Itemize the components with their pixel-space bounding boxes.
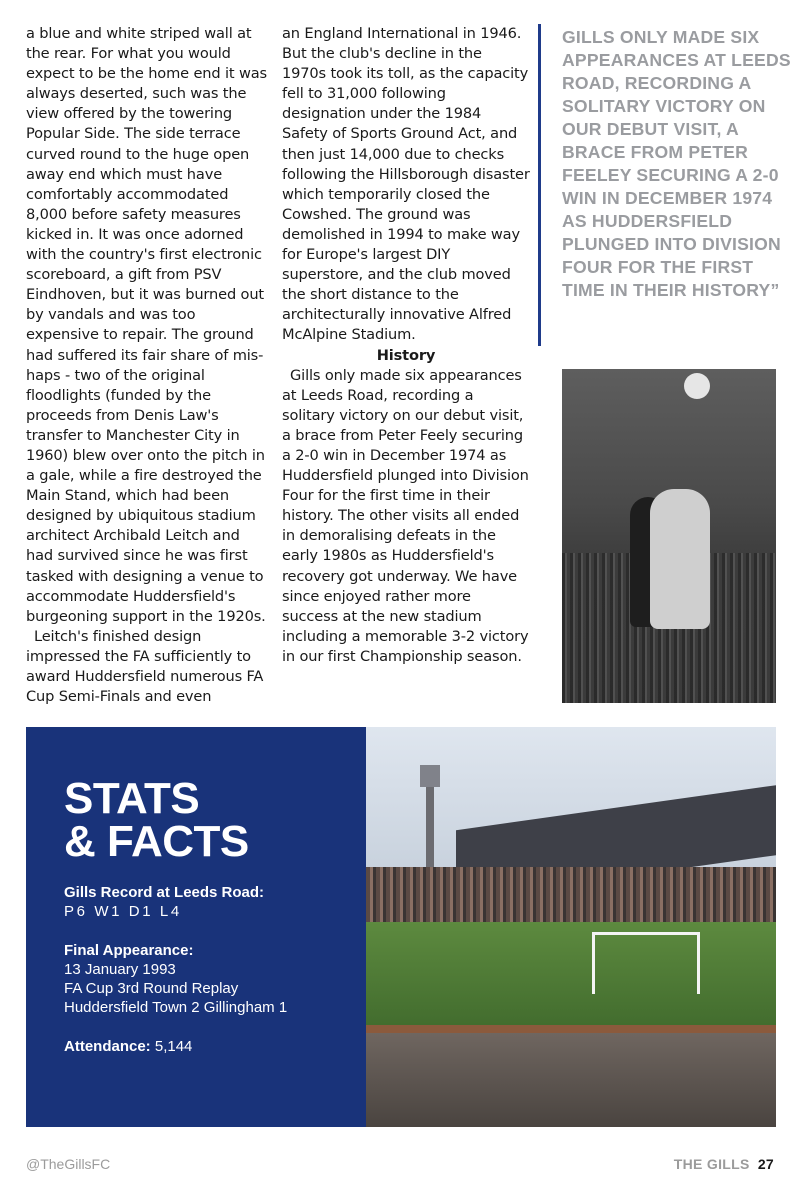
football-shape [684,373,710,399]
article-paragraph: Leitch's finished design impressed the FA sufficiently to award Huddersfield numerous FA Cup Semi-Finals and even [26,627,264,706]
attendance-value: 5,144 [154,1038,193,1055]
page-number: 27 [757,1156,774,1172]
stand-crowd-shape [366,867,776,927]
article-column-2 [282,24,530,667]
attendance-block [64,1037,328,1056]
final-appearance-competition: FA Cup 3rd Round Replay [64,980,239,997]
floodlight-head-shape [420,765,440,787]
article-paragraph: Gills only made six appearances at Leeds Road, recording a solitary victory on our debut visit, a brace from Peter Feely securing a 2-0 win in December 1974 as Huddersfield plunged into Division Four for the first time in their history. The other visits all ended in demoralising defeats in the early 1980s as Huddersfield's recovery got underway. We have since enjoyed rather more success at the new stadium including a memorable 3-2 victory in our first Championship season. [282,366,529,665]
magazine-name: THE GILLS [673,1156,750,1172]
stadium-photo [366,727,776,1127]
stats-facts-panel [26,727,366,1127]
stats-title-line: STATS [64,774,200,823]
goal-shape [592,932,700,994]
final-appearance-result: Huddersfield Town 2 Gillingham 1 [64,999,288,1016]
final-appearance-label: Final Appearance: [64,942,194,959]
section-subheading: History [376,346,436,364]
pitch-shape [366,922,776,1032]
stats-title-line: & FACTS [64,817,249,866]
article-column-1 [26,24,270,707]
final-appearance-block [64,941,328,1017]
final-appearance-date: 13 January 1993 [64,961,176,978]
record-value: P6 W1 D1 L4 [64,903,182,920]
header-match-photo [562,369,776,703]
pullquote: GILLS ONLY MADE SIX APPEARANCES AT LEEDS ROAD, RECORDING A SOLITARY VICTORY ON OUR DEBUT VISIT, A BRACE FROM PETER FEELEY SECURING A 2-0 WIN IN DECEMBER 1974 AS HUDDERSFIELD PLUNGED INTO DIVISION FOUR FOR THE FIRST TIME IN THEIR HISTORY” [562,27,791,300]
article-paragraph: a blue and white striped wall at the rear. For what you would expect to be the home end it was always deserted, such was the view offered by the towering Popular Side. The side terrace curved round to the huge open away end which must have comfortably accommodated 8,000 before safety measures kicked in. It was once adorned with the country's first electronic scoreboard, a gift from PSV Eindhoven, but it was burned out by vandals and was too expensive to repair. The ground had suffered its fair share of mis-haps - two of the original floodlights (funded by the proceeds from Denis Law's transfer to Manchester City in 1960) blew over onto the pitch in a gale, while a fire destroyed the Main Stand, which had been designed by ubiquitous stadium architect Archibald Leitch and had survived since he was first tasked with designing a venue to accommodate Huddersfield's burgeoning support in the 1920s. [26,25,267,625]
player-shape [650,489,710,629]
article-paragraph: an England International in 1946. But the club's decline in the 1970s took its toll, as the capacity fell to 31,000 following designation under the 1984 Safety of Sports Ground Act, and then just 14,000 due to checks following the Hillsborough disaster which temporarily closed the Cowshed. The ground was demolished in 1994 to make way for Europe's largest DIY superstore, and the club moved the short distance to the architecturally innovative Alfred McAlpine Stadium. [282,25,530,344]
record-block [64,883,328,921]
stats-title [64,774,328,866]
attendance-label: Attendance: [64,1038,151,1055]
page-folio [674,1156,774,1172]
record-label: Gills Record at Leeds Road: [64,884,265,901]
terrace-shape [366,1033,776,1127]
social-handle: @TheGillsFC [26,1156,111,1172]
pullquote-rule [538,24,541,346]
